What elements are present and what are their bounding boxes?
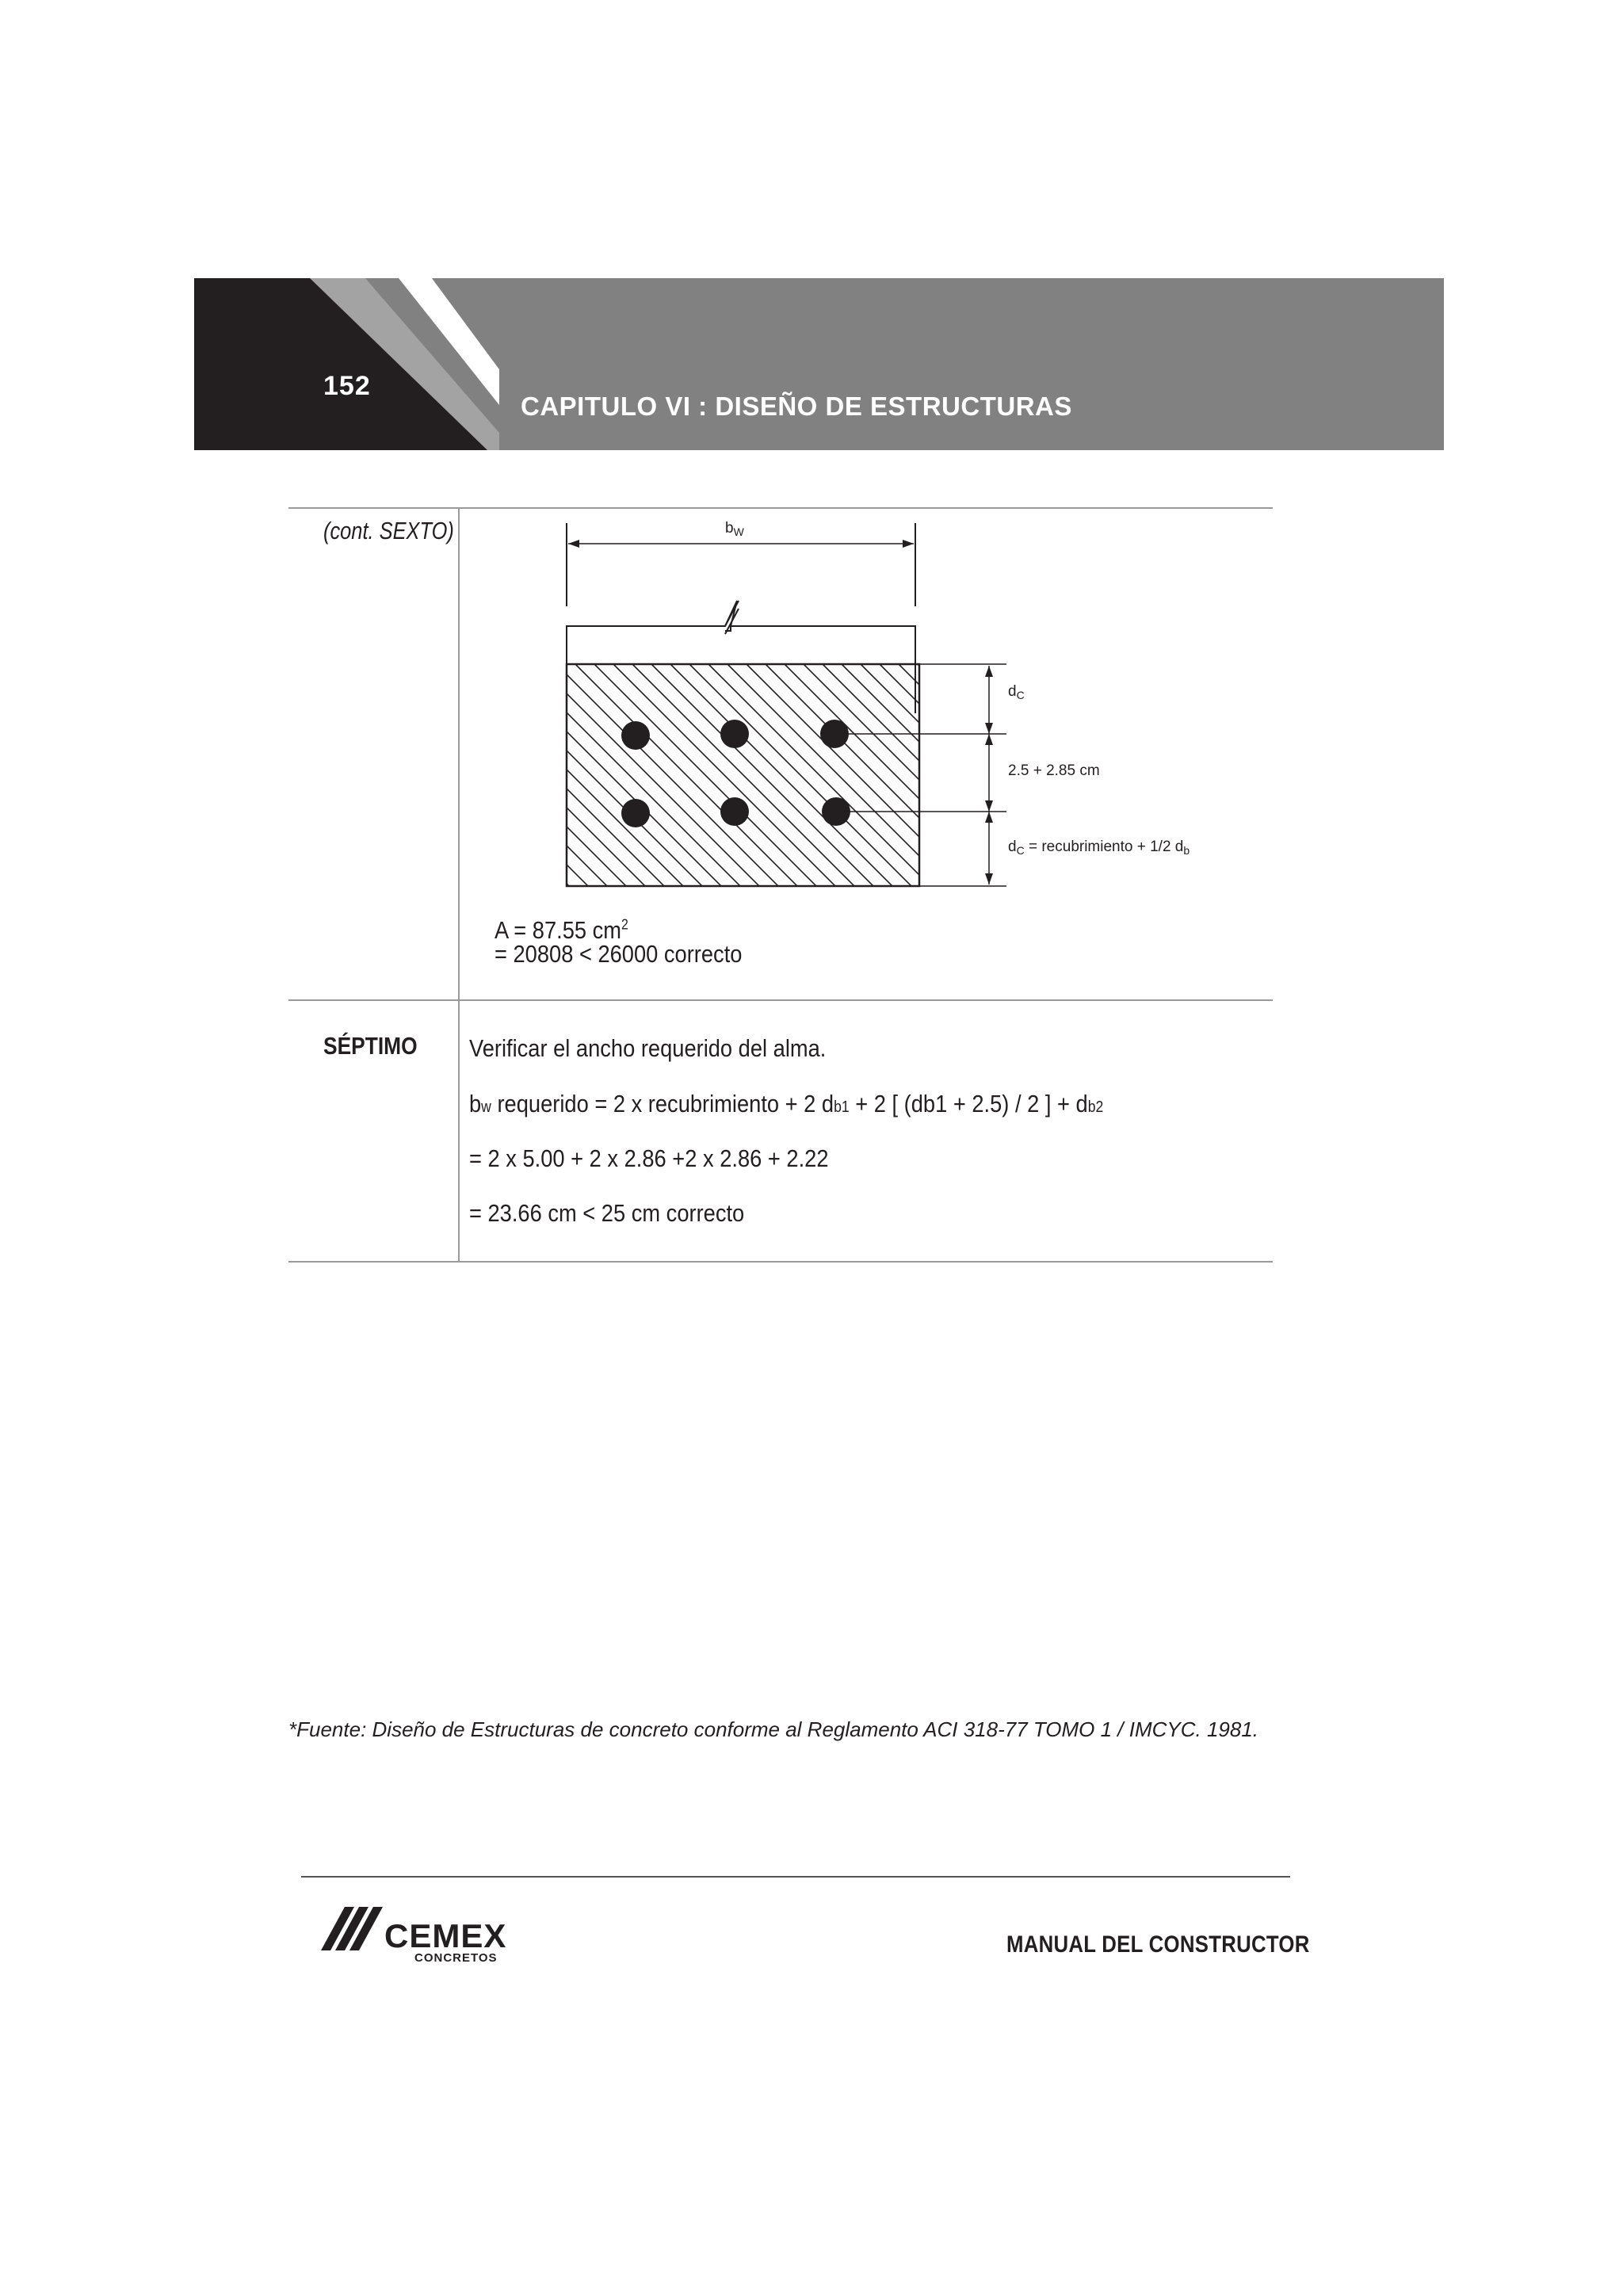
hatch-line [727, 664, 957, 894]
hatch-line [918, 664, 1148, 894]
header-graphic [194, 278, 1444, 450]
web-width-substitution: = 2 x 5.00 + 2 x 2.86 +2 x 2.86 + 2.22 [469, 1144, 829, 1172]
hatch-line [651, 664, 881, 894]
hatch-line [766, 664, 995, 894]
hatch-line [956, 664, 1186, 894]
hatch-line [556, 664, 786, 894]
hatch-line [880, 664, 1109, 894]
logo-wordmark: CEMEX [384, 1917, 507, 1954]
rebar [720, 797, 749, 826]
stress-check-result: = 20808 < 26000 correcto [495, 940, 743, 968]
web-width-formula: bw requerido = 2 x recubrimiento + 2 db1 + 2 [ (db1 + 2.5) / 2 ] + db2 [469, 1090, 1104, 1117]
hatch-line [842, 664, 1071, 894]
rebar [621, 721, 650, 750]
hatch-line [547, 664, 558, 894]
hatch-line [594, 664, 824, 894]
hatch-line [670, 664, 900, 894]
chapter-title: CAPITULO VI : DISEÑO DE ESTRUCTURAS [521, 392, 1072, 421]
row-label-septimo: SÉPTIMO [323, 1032, 418, 1060]
width-label: $b_W$ [725, 520, 744, 538]
hatch-line [547, 664, 615, 894]
rebar [621, 799, 650, 827]
hatch-line [785, 664, 1014, 894]
chapter-header-band [194, 278, 1444, 450]
hatch-line [613, 664, 843, 894]
source-footnote: *Fuente: Diseño de Estructuras de concreto conforme al Reglamento ACI 318-77 TOMO 1 / IMCYC. 1981. [288, 1717, 1259, 1741]
hatch-line [575, 664, 805, 894]
bar-spacing-label: 2.5 + 2.85 cm [1008, 762, 1100, 779]
width-arrow-left [568, 540, 579, 548]
hatch-line [747, 664, 976, 894]
cemex-logo [321, 1907, 527, 1964]
hatch-line [861, 664, 1090, 894]
page-number: 152 [323, 371, 371, 401]
hatch-line [708, 664, 938, 894]
area-result: A = 87.55 $cm^2$ [495, 916, 628, 944]
dc-definition-label: $d_C$ = recubrimiento + 1/2 $d_b$ [1008, 839, 1190, 857]
hatch-line [689, 664, 919, 894]
width-arrow-right [903, 540, 914, 548]
septimo-instruction: Verificar el ancho requerido del alma. [469, 1034, 827, 1062]
manual-title: MANUAL DEL CONSTRUCTOR [1006, 1931, 1310, 1958]
dc-label: $d_C$ [1008, 683, 1025, 701]
rebar [720, 720, 749, 748]
beam-top-edge [731, 626, 915, 713]
hatched-tension-zone [547, 664, 1186, 894]
logo-subtitle: CONCRETOS [414, 1951, 498, 1964]
hatch-line [632, 664, 862, 894]
hatch-line [937, 664, 1167, 894]
table-column-divider [458, 507, 460, 1261]
beam-section-diagram [547, 507, 1260, 904]
table-row-divider [288, 999, 1273, 1001]
web-width-result: = 23.66 cm < 25 cm correcto [469, 1199, 745, 1227]
footer-rule [301, 1876, 1290, 1878]
table-bottom-rule [288, 1261, 1273, 1263]
row-label-cont-sexto: (cont. SEXTO) [323, 517, 454, 544]
